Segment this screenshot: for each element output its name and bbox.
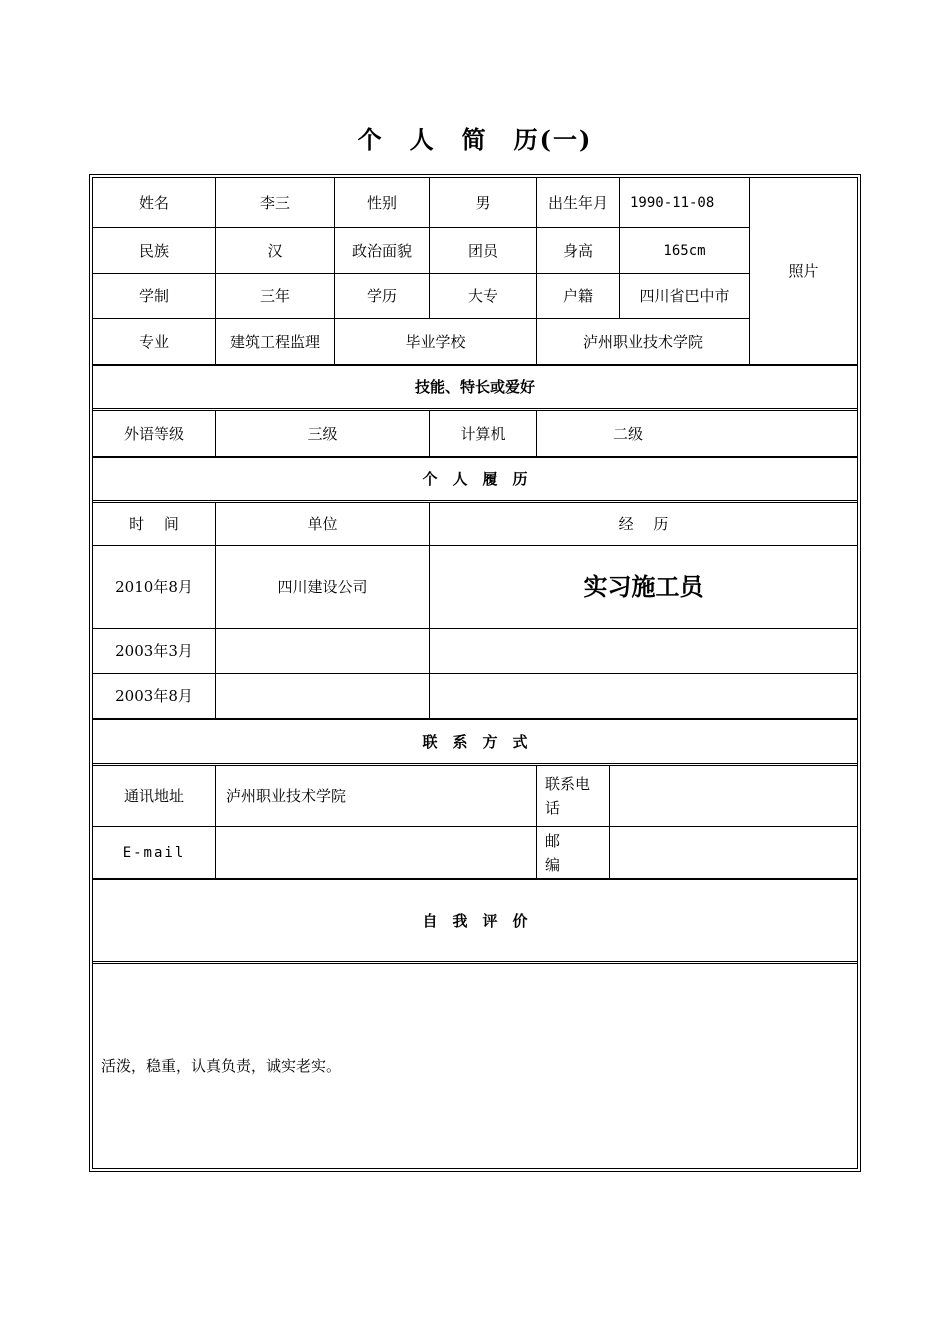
school-label: 毕业学校	[335, 319, 537, 365]
school-value: 泸州职业技术学院	[537, 319, 750, 365]
major-label: 专业	[93, 319, 216, 365]
phone-value[interactable]	[610, 766, 857, 827]
history-header: 个 人 履 历	[93, 457, 857, 503]
history-row-1-experience: 实习施工员	[430, 546, 857, 629]
ethnic-value: 汉	[216, 228, 335, 274]
history-col-experience: 经 历	[430, 503, 857, 546]
hukou-value: 四川省巴中市	[620, 274, 750, 319]
height-label: 身高	[537, 228, 620, 274]
degree-value: 大专	[430, 274, 537, 319]
name-label: 姓名	[93, 178, 216, 228]
major-value: 建筑工程监理	[216, 319, 335, 365]
language-level-label: 外语等级	[93, 411, 216, 457]
address-value: 泸州职业技术学院	[216, 766, 537, 827]
history-col-time: 时 间	[93, 503, 216, 546]
politics-label: 政治面貌	[335, 228, 430, 274]
zip-value[interactable]	[610, 827, 857, 879]
history-row-2-unit	[216, 629, 430, 674]
evaluation-header: 自 我 评 价	[93, 879, 857, 964]
phone-label: 联系电话	[537, 766, 610, 827]
history-row-2-experience	[430, 629, 857, 674]
page-title: 个 人 简 历(一)	[357, 125, 593, 154]
resume-table	[92, 177, 858, 1169]
language-level-value: 三级	[216, 411, 430, 457]
skills-header: 技能、特长或爱好	[93, 365, 857, 411]
history-row-3-time: 2003年8月	[93, 674, 216, 719]
hukou-label: 户籍	[537, 274, 620, 319]
degree-label: 学历	[335, 274, 430, 319]
history-row-3-experience	[430, 674, 857, 719]
history-col-unit: 单位	[216, 503, 430, 546]
email-value[interactable]	[216, 827, 537, 879]
gender-label: 性别	[335, 178, 430, 228]
history-row-1-unit: 四川建设公司	[216, 546, 430, 629]
computer-level-value: 二级	[537, 411, 857, 457]
height-value: 165cm	[620, 228, 750, 274]
photo-placeholder: 照片	[750, 178, 857, 365]
birth-value: 1990-11-08	[620, 178, 750, 228]
email-label: E-mail	[93, 827, 216, 879]
evaluation-text: 活泼，稳重，认真负责，诚实老实。	[101, 1057, 342, 1075]
schooling-value: 三年	[216, 274, 335, 319]
gender-value: 男	[430, 178, 537, 228]
name-value: 李三	[216, 178, 335, 228]
contact-header: 联 系 方 式	[93, 719, 857, 766]
zip-label: 邮编	[537, 827, 610, 879]
birth-label: 出生年月	[537, 178, 620, 228]
history-row-3-unit	[216, 674, 430, 719]
history-row-1-time: 2010年8月	[93, 546, 216, 629]
ethnic-label: 民族	[93, 228, 216, 274]
politics-value: 团员	[430, 228, 537, 274]
history-row-2-time: 2003年3月	[93, 629, 216, 674]
schooling-label: 学制	[93, 274, 216, 319]
address-label: 通讯地址	[93, 766, 216, 827]
computer-level-label: 计算机	[430, 411, 537, 457]
